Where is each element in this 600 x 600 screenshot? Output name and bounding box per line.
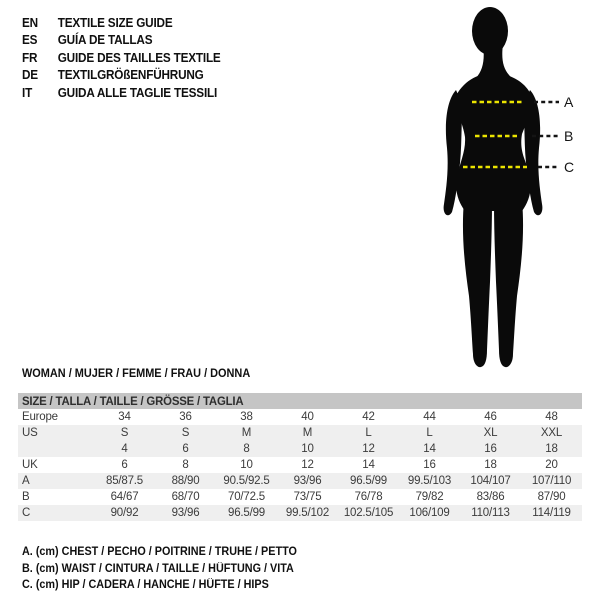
silhouette-torso — [455, 73, 532, 211]
legend-line-waist: B. (cm) WAIST / CINTURA / TAILLE / HÜFTUNG / VITA — [22, 562, 294, 575]
table-row — [18, 489, 582, 505]
table-cell: 102.5/105 — [343, 507, 394, 519]
table-cell: 99.5/103 — [407, 475, 452, 487]
table-row — [18, 505, 582, 521]
table-cell: 38 — [240, 411, 253, 423]
table-cell: M — [302, 427, 313, 439]
row-label: B — [22, 491, 30, 503]
size-table — [18, 393, 582, 521]
row-label: UK — [22, 459, 38, 471]
table-cell: S — [181, 427, 190, 439]
table-cell: 70/72.5 — [228, 491, 265, 503]
lang-row-es — [22, 32, 221, 50]
table-cell: 48 — [545, 411, 558, 423]
lang-title: TEXTILE SIZE GUIDE — [57, 15, 173, 30]
table-cell: 107/110 — [531, 475, 572, 487]
table-cell: 76/78 — [354, 491, 383, 503]
table-cell: 34 — [118, 411, 131, 423]
table-cell: L — [365, 427, 372, 439]
size-table-header-text: SIZE / TALLA / TAILLE / GRÖSSE / TAGLIA — [22, 394, 244, 408]
table-cell: 68/70 — [171, 491, 200, 503]
table-cell: 8 — [182, 459, 189, 471]
table-cell: M — [241, 427, 252, 439]
table-cell: 93/96 — [171, 507, 200, 519]
section-title-woman — [22, 368, 262, 380]
table-cell: 88/90 — [171, 475, 200, 487]
lang-row-fr — [22, 49, 221, 67]
table-cell: 12 — [301, 459, 314, 471]
lang-row-it — [22, 84, 221, 102]
measurement-legend — [22, 544, 314, 594]
table-cell: 90/92 — [110, 507, 139, 519]
table-cell: 87/90 — [537, 491, 566, 503]
lang-title: TEXTILGRÖßENFÜHRUNG — [57, 68, 204, 83]
woman-silhouette-figure — [420, 0, 600, 380]
section-title-text: WOMAN / MUJER / FEMME / FRAU / DONNA — [22, 368, 251, 380]
table-cell: 12 — [362, 443, 375, 455]
lang-code: DE — [22, 68, 38, 83]
table-cell: S — [120, 427, 129, 439]
table-cell: 10 — [240, 459, 253, 471]
table-cell: 83/86 — [476, 491, 505, 503]
legend-line-chest: A. (cm) CHEST / PECHO / POITRINE / TRUHE / PETTO — [22, 546, 297, 558]
table-cell: 93/96 — [293, 475, 322, 487]
row-label: C — [22, 507, 31, 519]
table-row — [18, 457, 582, 473]
table-cell: 18 — [484, 459, 497, 471]
table-row — [18, 473, 582, 489]
table-cell: 6 — [182, 443, 189, 455]
table-cell: 20 — [545, 459, 558, 471]
table-cell: XXL — [540, 427, 563, 439]
table-cell: 114/119 — [532, 507, 571, 519]
table-cell: 73/75 — [293, 491, 322, 503]
legend-line-hip: C. (cm) HIP / CADERA / HANCHE / HÜFTE / HIPS — [22, 579, 269, 591]
marker-a-label: A — [564, 94, 574, 110]
table-cell: 42 — [362, 411, 375, 423]
language-title-list — [22, 14, 233, 102]
table-cell: 40 — [301, 411, 314, 423]
lang-row-de — [22, 67, 221, 85]
table-cell: 96.5/99 — [350, 475, 387, 487]
lang-row-en — [22, 14, 221, 32]
table-cell: 99.5/102 — [285, 507, 330, 519]
lang-title: GUÍA DE TALLAS — [57, 33, 153, 48]
lang-code: ES — [22, 33, 38, 48]
table-row — [18, 409, 582, 425]
table-cell: 14 — [362, 459, 375, 471]
lang-title: GUIDA ALLE TAGLIE TESSILI — [57, 85, 218, 100]
table-cell: 4 — [121, 443, 128, 455]
row-label: Europe — [22, 411, 58, 423]
table-cell: XL — [483, 427, 498, 439]
table-cell: 106/109 — [409, 507, 450, 519]
table-cell: 90.5/92.5 — [223, 475, 270, 487]
table-cell: L — [426, 427, 433, 439]
size-table-header — [18, 393, 582, 409]
table-cell: 16 — [484, 443, 497, 455]
table-cell: 64/67 — [110, 491, 139, 503]
table-cell: 46 — [484, 411, 497, 423]
lang-code: FR — [22, 50, 38, 65]
table-cell: 36 — [179, 411, 192, 423]
marker-b-label: B — [564, 128, 574, 144]
table-cell: 14 — [423, 443, 436, 455]
table-cell: 79/82 — [415, 491, 444, 503]
row-label: US — [22, 427, 38, 439]
table-cell: 85/87.5 — [106, 475, 143, 487]
lang-code: EN — [22, 15, 38, 30]
table-row — [18, 425, 582, 441]
table-cell: 6 — [121, 459, 128, 471]
table-cell: 8 — [243, 443, 250, 455]
size-table-body — [18, 409, 582, 521]
table-cell: 96.5/99 — [228, 507, 265, 519]
lang-title: GUIDE DES TAILLES TEXTILE — [57, 50, 221, 65]
table-cell: 44 — [423, 411, 436, 423]
table-cell: 10 — [301, 443, 314, 455]
table-cell: 110/113 — [471, 507, 510, 519]
table-cell: 16 — [423, 459, 436, 471]
silhouette-left-leg — [463, 200, 492, 367]
table-cell: 104/107 — [470, 475, 511, 487]
silhouette-right-leg — [494, 200, 523, 367]
table-row — [18, 441, 582, 457]
lang-code: IT — [22, 85, 33, 100]
table-cell: 18 — [545, 443, 558, 455]
row-label — [18, 441, 94, 457]
row-label: A — [22, 475, 30, 487]
marker-c-label: C — [564, 159, 575, 175]
woman-silhouette-svg — [420, 0, 600, 380]
